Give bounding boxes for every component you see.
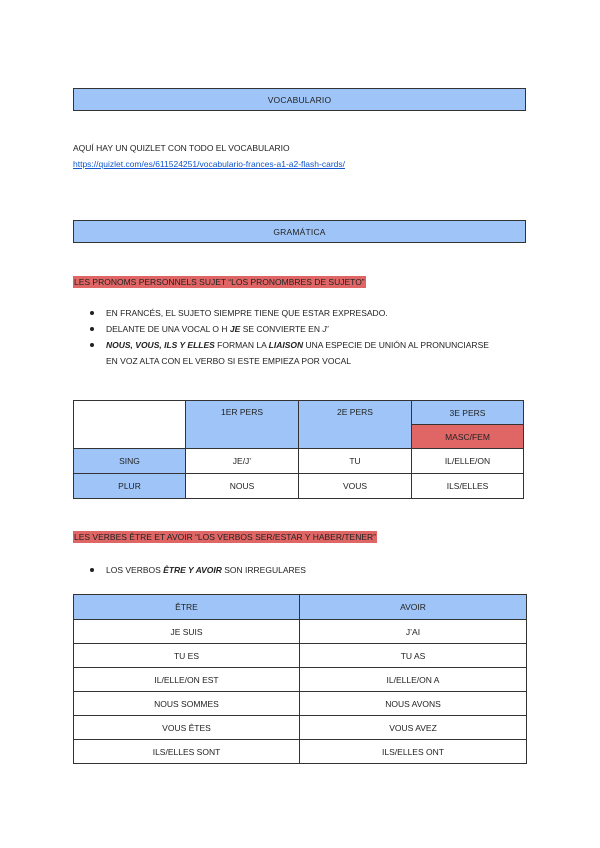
quizlet-intro: AQUÍ HAY UN QUIZLET CON TODO EL VOCABULARIO (73, 143, 290, 153)
list-item: DELANTE DE UNA VOCAL O H JE SE CONVIERTE EN J’ (88, 321, 538, 337)
table-cell: VOUS ÊTES (74, 716, 300, 740)
table-row (74, 668, 527, 692)
table-cell: VOUS (299, 474, 412, 499)
table-header-cell: 3E PERS (412, 401, 524, 425)
table-row (74, 692, 527, 716)
table-row (74, 740, 527, 764)
table-row (74, 449, 524, 474)
pronouns-heading (73, 277, 366, 287)
vocabulario-title: VOCABULARIO (267, 94, 332, 105)
table-cell: JE SUIS (74, 620, 300, 644)
table-cell: IL/ELLE/ON EST (74, 668, 300, 692)
vocabulario-header (73, 88, 526, 111)
row-label: SING (74, 449, 186, 474)
gramatica-title: GRAMÁTICA (273, 226, 326, 237)
table-cell: VOUS AVEZ (300, 716, 527, 740)
table-row (74, 644, 527, 668)
pronouns-heading-text: LES PRONOMS PERSONNELS SUJET “LOS PRONOMBRES DE SUJETO” (74, 277, 365, 287)
table-row (74, 716, 527, 740)
table-cell: ILS/ELLES (412, 474, 524, 499)
table-header-cell: 1ER PERS (186, 401, 299, 449)
table-corner-cell (74, 401, 186, 449)
quizlet-link[interactable]: https://quizlet.com/es/611524251/vocabulario-frances-a1-a2-flash-cards/ (73, 159, 345, 169)
list-item: NOUS, VOUS, ILS Y ELLES FORMAN LA LIAISON UNA ESPECIE DE UNIÓN AL PRONUNCIARSE EN VOZ ALTA CON EL VERBO SI ESTE EMPIEZA POR VOCAL (88, 337, 538, 369)
verbs-bullet-list (88, 562, 538, 578)
table-row (74, 474, 524, 499)
table-cell: NOUS (186, 474, 299, 499)
pronouns-bullet-list (88, 305, 538, 369)
table-header-cell: AVOIR (300, 595, 527, 620)
table-cell: TU (299, 449, 412, 474)
verbs-heading-text: LES VERBES ÊTRE ET AVOIR “LOS VERBOS SER/ESTAR Y HABER/TENER” (74, 532, 376, 542)
table-subheader-cell: MASC/FEM (412, 425, 524, 449)
row-label: PLUR (74, 474, 186, 499)
verbs-table (73, 594, 527, 764)
verbs-heading (73, 532, 377, 542)
table-cell: J’AI (300, 620, 527, 644)
table-header-cell: ÊTRE (74, 595, 300, 620)
list-item: LOS VERBOS ÊTRE Y AVOIR SON IRREGULARES (88, 562, 538, 578)
table-cell: IL/ELLE/ON A (300, 668, 527, 692)
table-cell: NOUS SOMMES (74, 692, 300, 716)
list-item: EN FRANCÉS, EL SUJETO SIEMPRE TIENE QUE ESTAR EXPRESADO. (88, 305, 538, 321)
gramatica-header (73, 220, 526, 243)
table-header-cell: 2E PERS (299, 401, 412, 449)
table-cell: IL/ELLE/ON (412, 449, 524, 474)
table-row (74, 620, 527, 644)
table-cell: TU AS (300, 644, 527, 668)
table-cell: TU ES (74, 644, 300, 668)
table-cell: JE/J’ (186, 449, 299, 474)
table-cell: ILS/ELLES ONT (300, 740, 527, 764)
table-cell: ILS/ELLES SONT (74, 740, 300, 764)
table-cell: NOUS AVONS (300, 692, 527, 716)
pronouns-table (73, 400, 524, 499)
